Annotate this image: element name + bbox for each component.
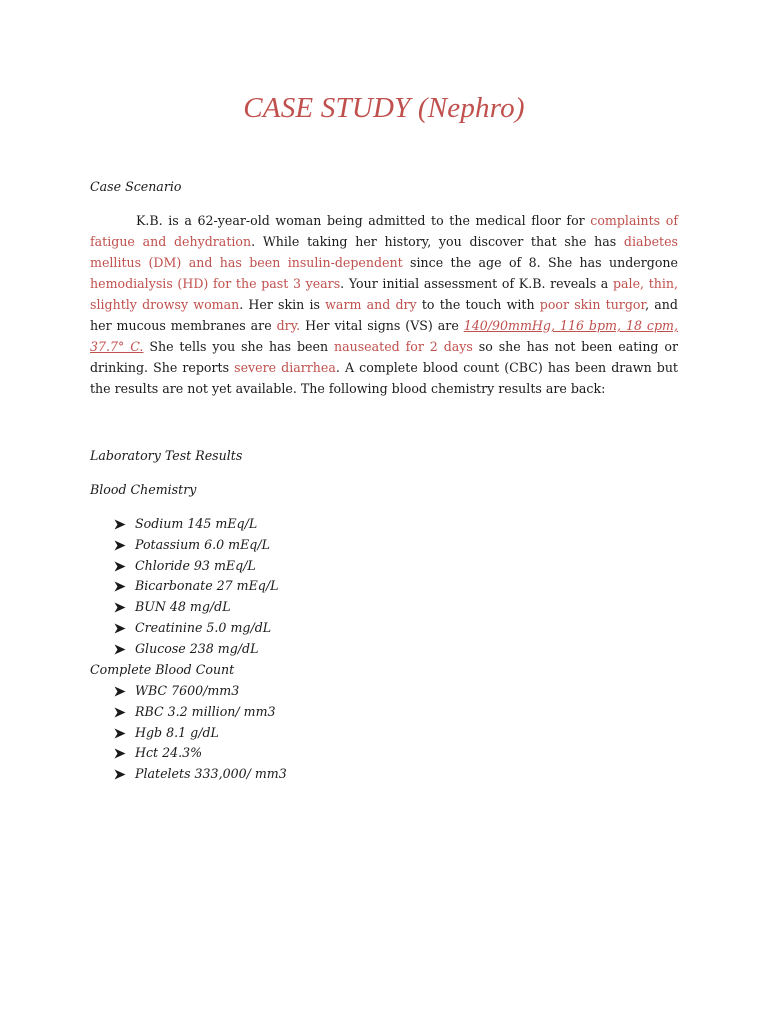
scenario-highlight: diabetes mellitus (DM) and has been insulin-dependent xyxy=(90,234,678,270)
scenario-text: since the age of 8. She has undergone xyxy=(402,255,678,270)
scenario-text: . While taking her history, you discover that she has xyxy=(251,234,624,249)
scenario-highlight: dry. xyxy=(276,318,301,333)
arrowhead-bullet-icon xyxy=(114,519,126,530)
list-item xyxy=(90,702,287,723)
list-item xyxy=(90,743,287,764)
scenario-highlight: pale, thin, slightly drowsy woman xyxy=(90,276,679,312)
arrowhead-bullet-icon xyxy=(114,540,126,551)
lab-value: Creatinine 5.0 mg/dL xyxy=(135,619,272,635)
list-item xyxy=(90,514,278,535)
scenario-text: . Her skin is xyxy=(239,297,326,312)
arrowhead-bullet-icon xyxy=(114,581,126,592)
arrowhead-bullet-icon xyxy=(114,728,126,739)
arrowhead-bullet-icon xyxy=(114,707,126,718)
list-item xyxy=(90,764,287,785)
blood-chemistry-heading: Blood Chemistry xyxy=(90,482,197,497)
arrowhead-bullet-icon xyxy=(114,561,126,572)
scenario-highlight: nauseated for 2 days xyxy=(333,339,473,354)
scenario-text: She tells you she has been xyxy=(143,339,334,354)
lab-value: RBC 3.2 million/ mm3 xyxy=(135,703,276,719)
lab-value: Chloride 93 mEq/L xyxy=(135,557,256,573)
scenario-text: Her vital signs (VS) are xyxy=(300,318,464,333)
lab-value: Bicarbonate 27 mEq/L xyxy=(135,578,279,594)
lab-value: WBC 7600/mm3 xyxy=(135,683,240,698)
scenario-text: , and her mucous membranes are xyxy=(90,297,678,333)
lab-value: Sodium 145 mEq/L xyxy=(135,516,258,531)
cbc-heading: Complete Blood Count xyxy=(90,662,235,677)
scenario-highlight: severe diarrhea xyxy=(234,360,336,375)
arrowhead-bullet-icon xyxy=(114,769,126,780)
lab-value: Hgb 8.1 g/dL xyxy=(135,724,219,740)
lab-value: Hct 24.3% xyxy=(135,745,203,761)
arrowhead-bullet-icon xyxy=(114,602,126,613)
list-item xyxy=(90,639,278,660)
vital-signs-highlight: 140/90mmHg, 116 bpm, 18 cpm, 37.7° C. xyxy=(90,318,678,354)
scenario-highlight: complaints of fatigue and dehydration xyxy=(90,213,678,249)
list-item xyxy=(90,535,278,556)
scenario-text: to the touch with xyxy=(416,297,540,312)
list-item xyxy=(90,576,278,597)
page-title: CASE STUDY (Nephro) xyxy=(243,92,525,124)
arrowhead-bullet-icon xyxy=(114,748,126,759)
scenario-text: . A complete blood count (CBC) has been drawn but the results are not yet available. The following blood chemistry results are back: xyxy=(90,360,678,396)
list-item xyxy=(90,681,287,702)
arrowhead-bullet-icon xyxy=(114,686,126,697)
list-item xyxy=(90,618,278,639)
scenario-highlight: hemodialysis (HD) for the past 3 years xyxy=(90,276,341,291)
lab-results-heading: Laboratory Test Results xyxy=(90,448,243,463)
scenario-highlight: warm and dry xyxy=(325,297,417,312)
lab-value: Platelets 333,000/ mm3 xyxy=(135,766,287,782)
scenario-text: . Your initial assessment of K.B. reveals a xyxy=(340,276,613,291)
cbc-list xyxy=(90,681,287,785)
lab-value: Potassium 6.0 mEq/L xyxy=(135,536,270,552)
case-scenario-heading: Case Scenario xyxy=(90,179,182,194)
case-scenario-paragraph xyxy=(90,210,678,399)
arrowhead-bullet-icon xyxy=(114,623,126,634)
list-item xyxy=(90,556,278,577)
lab-value: BUN 48 mg/dL xyxy=(135,599,231,615)
list-item xyxy=(90,723,287,744)
blood-chemistry-list xyxy=(90,514,278,660)
lab-value: Glucose 238 mg/dL xyxy=(135,640,259,656)
scenario-highlight: poor skin turgor xyxy=(539,297,646,312)
arrowhead-bullet-icon xyxy=(114,644,126,655)
list-item xyxy=(90,597,278,618)
scenario-text: so she has not been eating or drinking. She reports xyxy=(90,339,678,375)
scenario-text: K.B. is a 62-year-old woman being admitted to the medical floor for xyxy=(136,213,591,228)
